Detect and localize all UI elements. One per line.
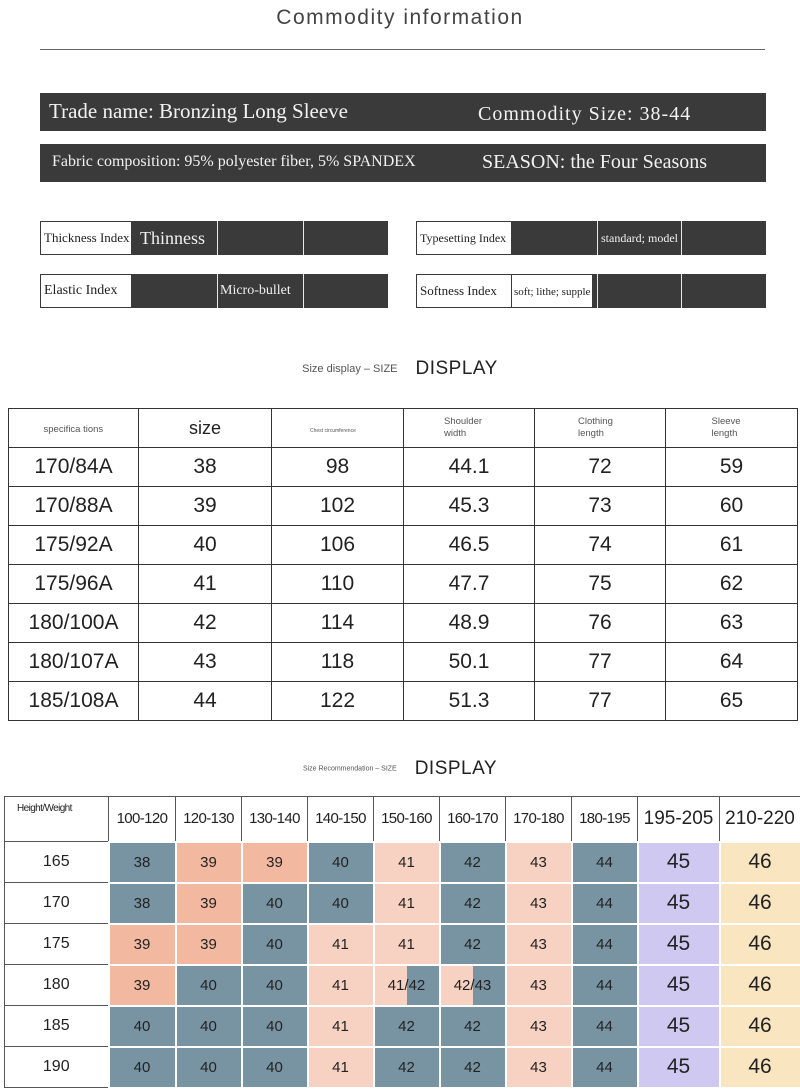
size-cell: 63 xyxy=(666,604,798,643)
size-cell: 106 xyxy=(272,526,404,565)
recommended-size-cell: 44 xyxy=(572,1047,638,1088)
index-separator xyxy=(681,221,682,255)
recommended-size-cell: 46 xyxy=(720,842,800,883)
recommended-size-cell: 45 xyxy=(638,965,720,1006)
size-cell: 60 xyxy=(666,487,798,526)
recommended-size-cell: 39 xyxy=(176,883,242,924)
size-cell: 122 xyxy=(272,682,404,721)
header-shoulder: Shoulder width xyxy=(404,409,535,448)
spec-cell: 175/96A xyxy=(9,565,139,604)
recommended-size-cell: 39 xyxy=(176,842,242,883)
size-cell: 45.3 xyxy=(404,487,535,526)
size-cell: 77 xyxy=(535,643,666,682)
weight-header: 180-195 xyxy=(572,797,638,842)
recommended-size-cell: 40 xyxy=(242,965,308,1006)
recommended-size-cell: 46 xyxy=(720,924,800,965)
recommended-size-cell: 41/42 xyxy=(374,965,440,1006)
elastic-index-value: Micro-bullet xyxy=(220,283,291,298)
recommended-size-cell: 45 xyxy=(638,1047,720,1088)
recommended-size-cell: 41 xyxy=(308,965,374,1006)
table-row xyxy=(9,448,798,487)
weight-header: 195-205 xyxy=(638,797,720,842)
table-row xyxy=(9,487,798,526)
index-separator xyxy=(597,274,598,308)
recommended-size-cell: 46 xyxy=(720,1047,800,1088)
height-cell: 175 xyxy=(5,924,109,965)
recommended-size-cell: 43 xyxy=(506,924,572,965)
fabric-composition: Fabric composition: 95% polyester fiber, 5% SPANDEX xyxy=(52,153,416,170)
size-recommendation-heading xyxy=(0,758,800,780)
height-cell: 185 xyxy=(5,1006,109,1047)
weight-header: 100-120 xyxy=(109,797,176,842)
index-separator xyxy=(217,221,218,255)
size-table-header xyxy=(9,409,798,448)
table-row xyxy=(5,1047,800,1088)
recommended-size-cell: 45 xyxy=(638,883,720,924)
recommended-size-cell: 42 xyxy=(440,924,506,965)
recommended-size-cell: 44 xyxy=(572,883,638,924)
recommended-size-cell: 40 xyxy=(308,883,374,924)
thickness-index-bar xyxy=(40,221,388,255)
weight-header: 170-180 xyxy=(506,797,572,842)
index-separator xyxy=(303,221,304,255)
recommended-size-cell: 42 xyxy=(440,1047,506,1088)
recommended-size-cell: 42 xyxy=(374,1006,440,1047)
header-size: size xyxy=(139,409,272,448)
recommended-size-cell: 41 xyxy=(374,883,440,924)
recommended-size-cell: 39 xyxy=(109,924,176,965)
recommended-size-cell: 41 xyxy=(374,924,440,965)
height-cell: 190 xyxy=(5,1047,109,1088)
weight-header: 210-220 xyxy=(720,797,800,842)
header-specifications: specifica tions xyxy=(9,409,139,448)
recommended-size-cell: 42 xyxy=(440,1006,506,1047)
recommended-size-cell: 40 xyxy=(176,965,242,1006)
spec-cell: 180/100A xyxy=(9,604,139,643)
size-cell: 64 xyxy=(666,643,798,682)
recommended-size-cell: 43 xyxy=(506,1047,572,1088)
size-cell: 48.9 xyxy=(404,604,535,643)
recommended-size-cell: 39 xyxy=(109,965,176,1006)
softness-index-value: soft; lithe; supple xyxy=(512,274,592,308)
size-recommendation-big: DISPLAY xyxy=(414,758,498,779)
index-separator xyxy=(217,274,218,308)
recommended-size-cell: 38 xyxy=(109,842,176,883)
weight-header: 120-130 xyxy=(176,797,242,842)
size-cell: 75 xyxy=(535,565,666,604)
recommended-size-cell: 40 xyxy=(242,1006,308,1047)
commodity-size: Commodity Size: 38-44 xyxy=(478,103,692,125)
recommended-size-cell: 42 xyxy=(374,1047,440,1088)
size-cell: 46.5 xyxy=(404,526,535,565)
recommended-size-cell: 41 xyxy=(308,1047,374,1088)
size-display-table xyxy=(8,408,798,721)
recommended-size-cell: 40 xyxy=(242,924,308,965)
size-cell: 72 xyxy=(535,448,666,487)
thickness-index-label: Thickness Index xyxy=(40,221,132,255)
size-cell: 43 xyxy=(139,643,272,682)
recommended-size-cell: 41 xyxy=(308,924,374,965)
recommended-size-cell: 41 xyxy=(308,1006,374,1047)
recommended-size-cell: 40 xyxy=(242,883,308,924)
size-cell: 98 xyxy=(272,448,404,487)
spec-cell: 170/88A xyxy=(9,487,139,526)
size-cell: 44 xyxy=(139,682,272,721)
height-cell: 180 xyxy=(5,965,109,1006)
size-cell: 77 xyxy=(535,682,666,721)
season: SEASON: the Four Seasons xyxy=(482,151,708,173)
table-row xyxy=(5,842,800,883)
recommendation-header-row xyxy=(5,797,800,842)
size-cell: 51.3 xyxy=(404,682,535,721)
weight-header: 160-170 xyxy=(440,797,506,842)
header-sleeve-length: Sleeve length xyxy=(666,409,798,448)
size-cell: 65 xyxy=(666,682,798,721)
size-display-small: Size display – SIZE xyxy=(302,363,398,375)
page-heading: Commodity information xyxy=(276,6,524,29)
heading-divider xyxy=(40,49,765,50)
table-row xyxy=(5,924,800,965)
size-cell: 114 xyxy=(272,604,404,643)
size-display-big: DISPLAY xyxy=(415,358,498,379)
corner-header: Height/Weight xyxy=(5,797,109,842)
weight-header: 150-160 xyxy=(374,797,440,842)
size-cell: 62 xyxy=(666,565,798,604)
table-row xyxy=(9,526,798,565)
recommended-size-cell: 39 xyxy=(176,924,242,965)
index-separator xyxy=(681,274,682,308)
size-cell: 61 xyxy=(666,526,798,565)
index-separator xyxy=(303,274,304,308)
table-row xyxy=(9,643,798,682)
table-row xyxy=(9,565,798,604)
index-separator xyxy=(597,221,598,255)
size-cell: 42 xyxy=(139,604,272,643)
size-cell: 110 xyxy=(272,565,404,604)
weight-header: 140-150 xyxy=(308,797,374,842)
typesetting-index-label: Typesetting Index xyxy=(416,221,512,255)
thickness-index-value: Thinness xyxy=(140,228,205,248)
info-bar-fabric xyxy=(40,144,766,182)
recommended-size-cell: 42 xyxy=(440,842,506,883)
softness-index-bar xyxy=(416,274,766,308)
spec-cell: 185/108A xyxy=(9,682,139,721)
size-cell: 44.1 xyxy=(404,448,535,487)
recommended-size-cell: 41 xyxy=(374,842,440,883)
size-cell: 38 xyxy=(139,448,272,487)
recommended-size-cell: 44 xyxy=(572,924,638,965)
recommended-size-cell: 43 xyxy=(506,965,572,1006)
recommended-size-cell: 45 xyxy=(638,924,720,965)
table-row xyxy=(5,883,800,924)
size-recommendation-small: Size Recommendation – SIZE xyxy=(302,765,397,773)
spec-cell: 170/84A xyxy=(9,448,139,487)
recommended-size-cell: 43 xyxy=(506,1006,572,1047)
size-cell: 47.7 xyxy=(404,565,535,604)
size-recommendation-table xyxy=(4,796,800,1089)
size-cell: 76 xyxy=(535,604,666,643)
elastic-index-label: Elastic Index xyxy=(40,274,132,308)
recommended-size-cell: 46 xyxy=(720,883,800,924)
elastic-index-bar xyxy=(40,274,388,308)
height-cell: 165 xyxy=(5,842,109,883)
size-display-heading xyxy=(0,358,800,380)
typesetting-index-bar xyxy=(416,221,766,255)
header-clothing-length: Clothing length xyxy=(535,409,666,448)
recommended-size-cell: 40 xyxy=(308,842,374,883)
softness-index-label: Softness Index xyxy=(416,274,512,308)
table-row xyxy=(9,682,798,721)
weight-header: 130-140 xyxy=(242,797,308,842)
trade-name: Trade name: Bronzing Long Sleeve xyxy=(49,99,348,123)
recommended-size-cell: 44 xyxy=(572,965,638,1006)
recommended-size-cell: 44 xyxy=(572,1006,638,1047)
recommended-size-cell: 40 xyxy=(109,1047,176,1088)
size-cell: 59 xyxy=(666,448,798,487)
recommended-size-cell: 42 xyxy=(440,883,506,924)
recommended-size-cell: 40 xyxy=(242,1047,308,1088)
table-row xyxy=(5,965,800,1006)
size-cell: 74 xyxy=(535,526,666,565)
recommended-size-cell: 40 xyxy=(109,1006,176,1047)
recommended-size-cell: 46 xyxy=(720,1006,800,1047)
recommended-size-cell: 40 xyxy=(176,1006,242,1047)
recommended-size-cell: 43 xyxy=(506,842,572,883)
size-cell: 41 xyxy=(139,565,272,604)
size-cell: 50.1 xyxy=(404,643,535,682)
table-row xyxy=(5,1006,800,1047)
recommended-size-cell: 43 xyxy=(506,883,572,924)
table-row xyxy=(9,604,798,643)
header-chest: Chest circumference xyxy=(272,409,404,448)
typesetting-index-value: standard; model xyxy=(601,231,678,245)
recommended-size-cell: 39 xyxy=(242,842,308,883)
size-cell: 39 xyxy=(139,487,272,526)
recommended-size-cell: 45 xyxy=(638,842,720,883)
recommended-size-cell: 38 xyxy=(109,883,176,924)
size-cell: 40 xyxy=(139,526,272,565)
recommended-size-cell: 42/43 xyxy=(440,965,506,1006)
spec-cell: 175/92A xyxy=(9,526,139,565)
spec-cell: 180/107A xyxy=(9,643,139,682)
height-cell: 170 xyxy=(5,883,109,924)
size-cell: 102 xyxy=(272,487,404,526)
recommended-size-cell: 40 xyxy=(176,1047,242,1088)
recommended-size-cell: 46 xyxy=(720,965,800,1006)
recommended-size-cell: 45 xyxy=(638,1006,720,1047)
size-cell: 73 xyxy=(535,487,666,526)
size-cell: 118 xyxy=(272,643,404,682)
recommended-size-cell: 44 xyxy=(572,842,638,883)
info-bar-trade xyxy=(40,93,766,131)
